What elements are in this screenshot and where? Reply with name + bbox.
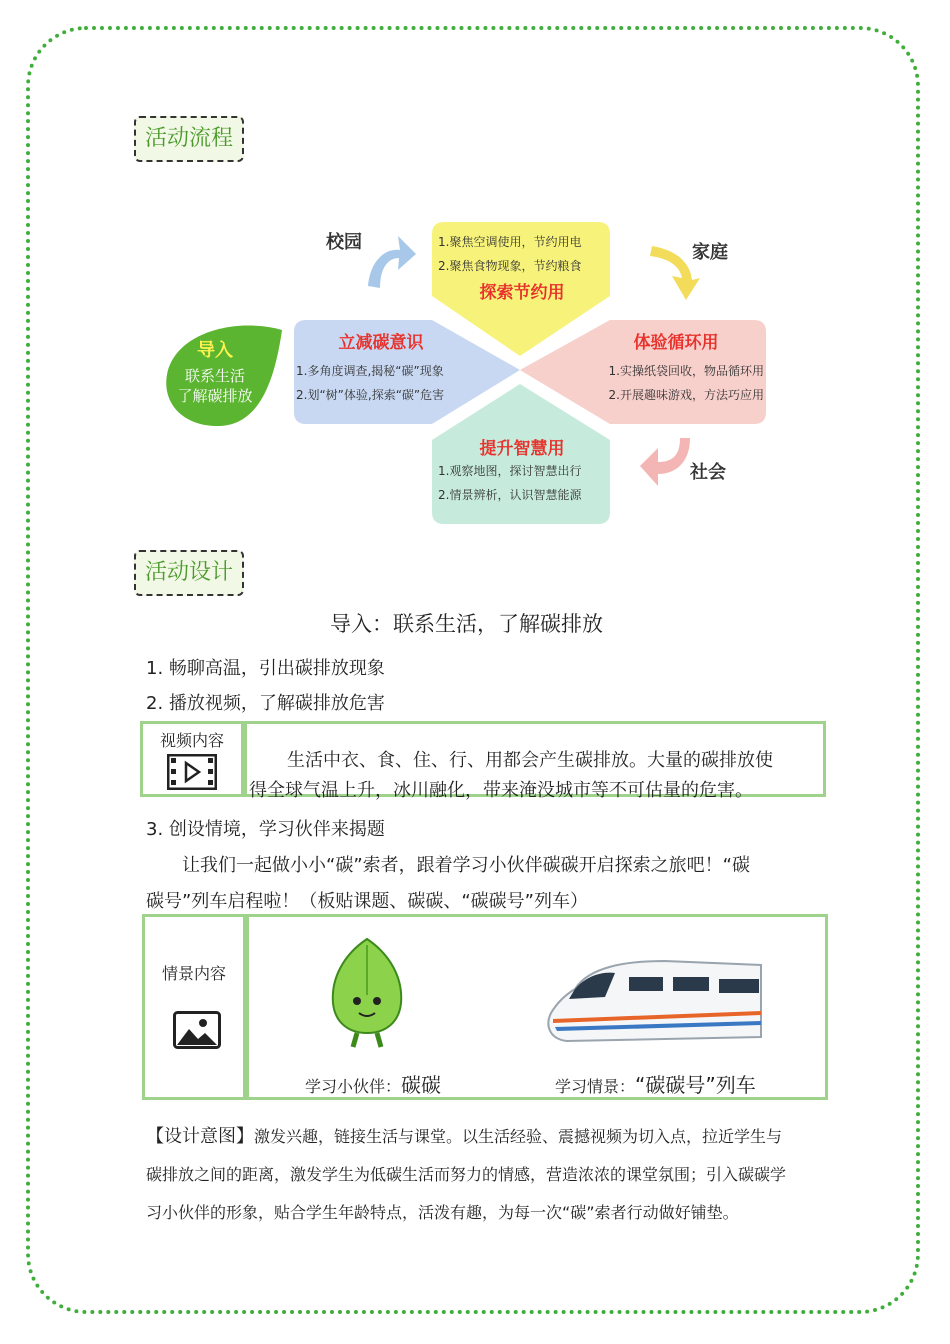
video-label: 视频内容 bbox=[159, 731, 224, 750]
petal-left-line2: 2.划“树”体验,探索“碳”危害 bbox=[296, 388, 445, 402]
intro-line2: 了解碳排放 bbox=[177, 387, 253, 405]
intro-title: 导入 bbox=[197, 340, 233, 361]
petal-right-head: 体验循环用 bbox=[633, 333, 719, 353]
section-tag-design: 活动设计 bbox=[134, 550, 244, 596]
caption-mascot-label: 学习小伙伴： bbox=[305, 1077, 402, 1096]
petal-right-line1: 1.实操纸袋回收，物品循环用 bbox=[608, 364, 764, 378]
intro-leaf bbox=[165, 336, 265, 406]
intro-line1: 联系生活 bbox=[184, 367, 245, 385]
intent-line3: 习小伙伴的形象，贴合学生年龄特点，活泼有趣，为每一次“碳”索者行动做好铺垫。 bbox=[146, 1203, 739, 1222]
petal-bottom-line2: 2.情景辨析，认识智慧能源 bbox=[438, 488, 582, 502]
petal-left-head: 立减碳意识 bbox=[338, 333, 424, 353]
petal-top-head: 探索节约用 bbox=[479, 283, 565, 303]
mascot-tantan bbox=[327, 935, 407, 1051]
image-icon bbox=[173, 1011, 221, 1049]
caption-scene bbox=[555, 1069, 756, 1098]
video-line2: 得全球气温上升，冰川融化，带来淹没城市等不可估量的危害。 bbox=[249, 780, 753, 801]
arrow-pink bbox=[640, 438, 690, 486]
intent-text1: 激发兴趣，链接生活与课堂。以生活经验、震撼视频为切入点，拉近学生与 bbox=[254, 1127, 783, 1146]
arrow-blue bbox=[368, 236, 416, 288]
label-society: 社会 bbox=[690, 462, 726, 483]
intent-line2: 碳排放之间的距离，激发学生为低碳生活而努力的情感，营造浓浓的课堂氛围；引入碳碳学 bbox=[146, 1165, 787, 1184]
scene-content-box bbox=[246, 914, 828, 1100]
video-play-icon bbox=[167, 754, 217, 790]
petal-top-line1: 1.聚焦空调使用，节约用电 bbox=[438, 235, 582, 249]
label-campus: 校园 bbox=[326, 232, 362, 253]
para-line2: 碳号”列车启程啦！（板贴课题、碳碳、“碳碳号”列车） bbox=[146, 891, 588, 912]
scene-label: 情景内容 bbox=[161, 964, 226, 983]
petal-left-line1: 1.多角度调查,揭秘“碳”现象 bbox=[296, 364, 444, 378]
caption-scene-label: 学习情景： bbox=[555, 1077, 636, 1096]
caption-mascot-name: 碳碳 bbox=[401, 1073, 442, 1097]
para-line1: 让我们一起做小小“碳”索者，跟着学习小伙伴碳碳开启探索之旅吧！“碳 bbox=[182, 855, 750, 876]
petal-left bbox=[296, 328, 466, 407]
video-content-box bbox=[244, 721, 826, 801]
design-heading: 导入：联系生活，了解碳排放 bbox=[330, 612, 603, 636]
caption-mascot bbox=[305, 1069, 441, 1098]
intent-label: 【设计意图】 bbox=[146, 1126, 254, 1147]
section-tag-flow: 活动流程 bbox=[134, 116, 244, 162]
petal-right bbox=[588, 328, 764, 407]
train-image bbox=[545, 955, 765, 1051]
item-1: 1. 畅聊高温，引出碳排放现象 bbox=[146, 658, 385, 679]
intent-line1 bbox=[146, 1122, 782, 1148]
caption-scene-name: “碳碳号”列车 bbox=[635, 1073, 756, 1097]
label-family: 家庭 bbox=[692, 242, 728, 263]
petal-bottom bbox=[438, 434, 606, 507]
item-3: 3. 创设情境，学习伙伴来揭题 bbox=[146, 819, 385, 840]
video-line1: 生活中衣、食、住、行、用都会产生碳排放。大量的碳排放使 bbox=[287, 750, 773, 771]
item-2: 2. 播放视频，了解碳排放危害 bbox=[146, 693, 385, 714]
petal-bottom-line1: 1.观察地图，探讨智慧出行 bbox=[438, 464, 582, 478]
petal-top-line2: 2.聚焦食物现象，节约粮食 bbox=[438, 259, 582, 273]
petal-top bbox=[438, 230, 606, 303]
video-label-box bbox=[140, 721, 244, 797]
petal-bottom-head: 提升智慧用 bbox=[479, 439, 565, 459]
scene-label-box bbox=[142, 914, 246, 1100]
petal-right-line2: 2.开展趣味游戏，方法巧应用 bbox=[608, 388, 764, 402]
